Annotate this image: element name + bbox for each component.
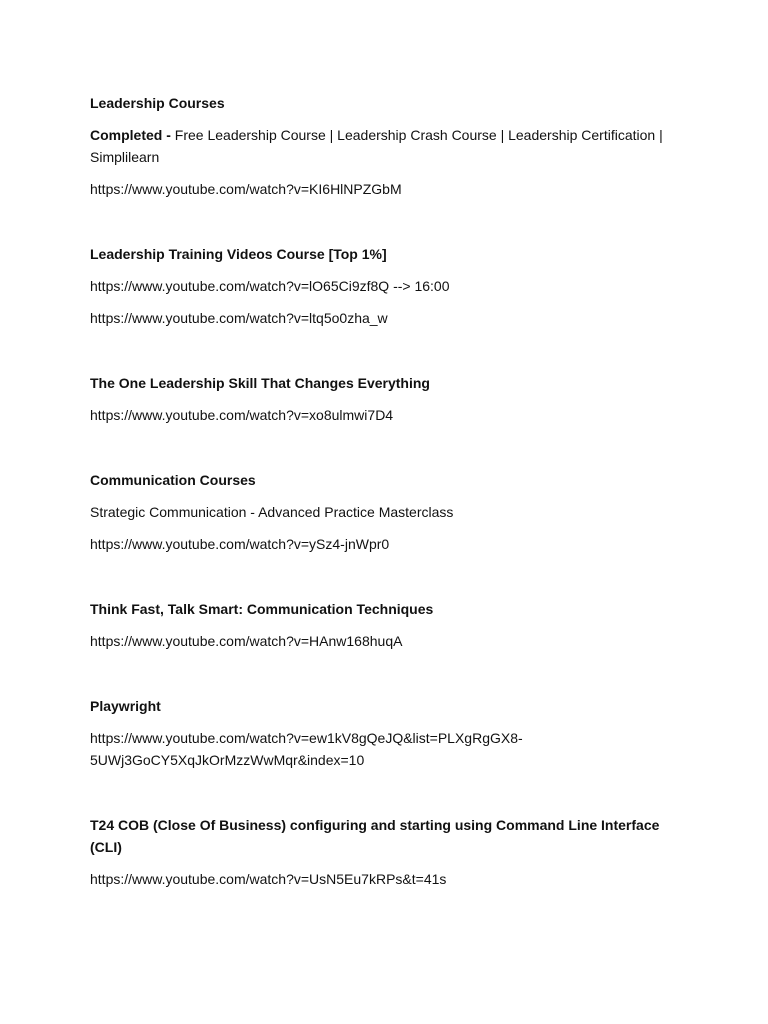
spacer <box>90 436 680 469</box>
video-link[interactable]: https://www.youtube.com/watch?v=ySz4-jnWpr0 <box>90 536 390 552</box>
section-heading-t24-cob: T24 COB (Close Of Business) configuring and starting using Command Line Interface (CLI) <box>90 817 660 855</box>
spacer <box>90 339 680 372</box>
completed-text: Free Leadership Course | Leadership Crash Course | Leadership Certification | Simplilearn <box>90 127 663 165</box>
video-link[interactable]: https://www.youtube.com/watch?v=lO65Ci9zf8Q --> 16:00 <box>90 278 450 294</box>
video-link[interactable]: https://www.youtube.com/watch?v=UsN5Eu7kRPs&t=41s <box>90 871 447 887</box>
section-heading-think-fast: Think Fast, Talk Smart: Communication Techniques <box>90 601 434 617</box>
video-link[interactable]: https://www.youtube.com/watch?v=ew1kV8gQeJQ&list=PLXgRgGX8-5UWj3GoCY5XqJkOrMzzWwMqr&index=10 <box>90 730 523 768</box>
section-heading-one-leadership-skill: The One Leadership Skill That Changes Everything <box>90 375 430 391</box>
document-body <box>90 92 680 900</box>
video-link[interactable]: https://www.youtube.com/watch?v=xo8ulmwi7D4 <box>90 407 394 423</box>
section-subtitle: Strategic Communication - Advanced Practice Masterclass <box>90 504 454 520</box>
spacer <box>90 662 680 695</box>
spacer <box>90 210 680 243</box>
spacer <box>90 781 680 814</box>
video-link[interactable]: https://www.youtube.com/watch?v=HAnw168huqA <box>90 633 403 649</box>
section-heading-playwright: Playwright <box>90 698 161 714</box>
completed-label: Completed - <box>90 127 171 143</box>
section-heading-communication-courses: Communication Courses <box>90 472 256 488</box>
completed-line <box>90 124 680 168</box>
section-heading-leadership-training: Leadership Training Videos Course [Top 1%] <box>90 246 387 262</box>
video-link[interactable]: https://www.youtube.com/watch?v=KI6HlNPZGbM <box>90 181 402 197</box>
video-link[interactable]: https://www.youtube.com/watch?v=ltq5o0zha_w <box>90 310 388 326</box>
section-heading-leadership-courses: Leadership Courses <box>90 95 225 111</box>
spacer <box>90 565 680 598</box>
